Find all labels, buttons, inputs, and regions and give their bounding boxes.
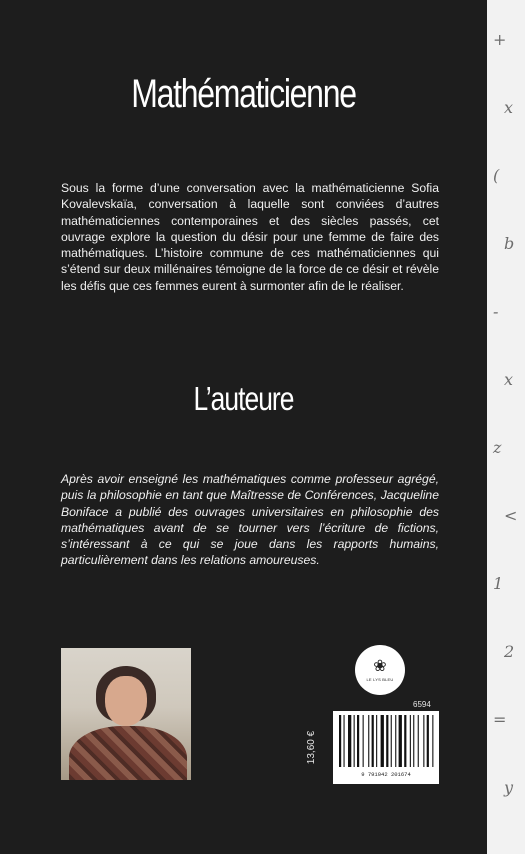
- barcode-bar: [404, 715, 406, 767]
- math-scribble: 2: [504, 642, 515, 661]
- math-scribble: <: [504, 506, 518, 525]
- barcode-bar: [423, 715, 424, 767]
- barcode-bars: [333, 711, 439, 771]
- barcode-bar: [391, 715, 392, 767]
- barcode-bar: [410, 715, 411, 767]
- math-scribble: -: [493, 302, 499, 321]
- barcode-bar: [372, 715, 374, 767]
- barcode-bar: [413, 715, 414, 767]
- book-title: Mathématicienne: [131, 72, 356, 116]
- barcode-bar: [427, 715, 429, 767]
- barcode-bar: [381, 715, 384, 767]
- barcode-bar: [339, 715, 341, 767]
- math-scribble: +: [493, 30, 507, 49]
- barcode-bar: [376, 715, 377, 767]
- isbn-text: 9 791042 201674: [361, 771, 411, 778]
- barcode-bar: [399, 715, 402, 767]
- math-scribble: x: [504, 98, 514, 117]
- math-scribble: =: [493, 710, 507, 729]
- math-scribble: b: [504, 234, 515, 253]
- math-scribble: x: [504, 370, 514, 389]
- publisher-logo-text: LE LYS BLEU: [366, 676, 394, 682]
- barcode-bar: [363, 715, 364, 767]
- price-text: 13,60 €: [306, 730, 318, 764]
- summary-text: Sous la forme d’une conversation avec la mathématicienne Sofia Kovalevskaïa, conversation à laquelle sont conviées d’autres mathématiciennes contemporaines et des siècles passés, cet ouvrage explore la question du désir pour une femme de faire des mathématiques. L’histoire commune de ces mathématiciennes qui s’étend sur deux millénaires témoigne de la force de ce désir et révèle les défis que ces femmes eurent à surmonter afin de le réaliser.: [61, 181, 440, 293]
- flower-icon: ❀: [373, 657, 387, 675]
- author-bio: Après avoir enseigné les mathématiques comme professeur agrégé, puis la philosophie en tant que Maîtresse de Conférences, Jacqueline Boniface a publié des ouvrages universitaires en philosophie des mathématiques avant de se tourner vers l’écriture de fictions, s’intéressant à ce qui se joue dans les rapports humains, particulièrement dans les relations amoureuses.: [61, 472, 439, 568]
- math-notes-spine: [487, 0, 525, 854]
- barcode-bar: [418, 715, 419, 767]
- math-scribble: y: [504, 778, 514, 797]
- barcode-bar: [344, 715, 345, 767]
- barcode-bar: [432, 715, 433, 767]
- math-scribble: 1: [493, 574, 504, 593]
- barcode-bar: [348, 715, 351, 767]
- math-scribble: (: [493, 166, 500, 185]
- author-photo: [61, 648, 191, 780]
- math-scribble: z: [493, 438, 502, 457]
- barcode-bar: [354, 715, 355, 767]
- barcode-bar: [357, 715, 359, 767]
- barcode-bar: [368, 715, 369, 767]
- barcode: [333, 711, 439, 784]
- price-label: [297, 712, 327, 782]
- product-code: 6594: [413, 700, 431, 709]
- publisher-logo: [355, 645, 405, 695]
- barcode-bar: [395, 715, 396, 767]
- barcode-bar: [386, 715, 388, 767]
- author-heading: L’auteure: [193, 380, 294, 417]
